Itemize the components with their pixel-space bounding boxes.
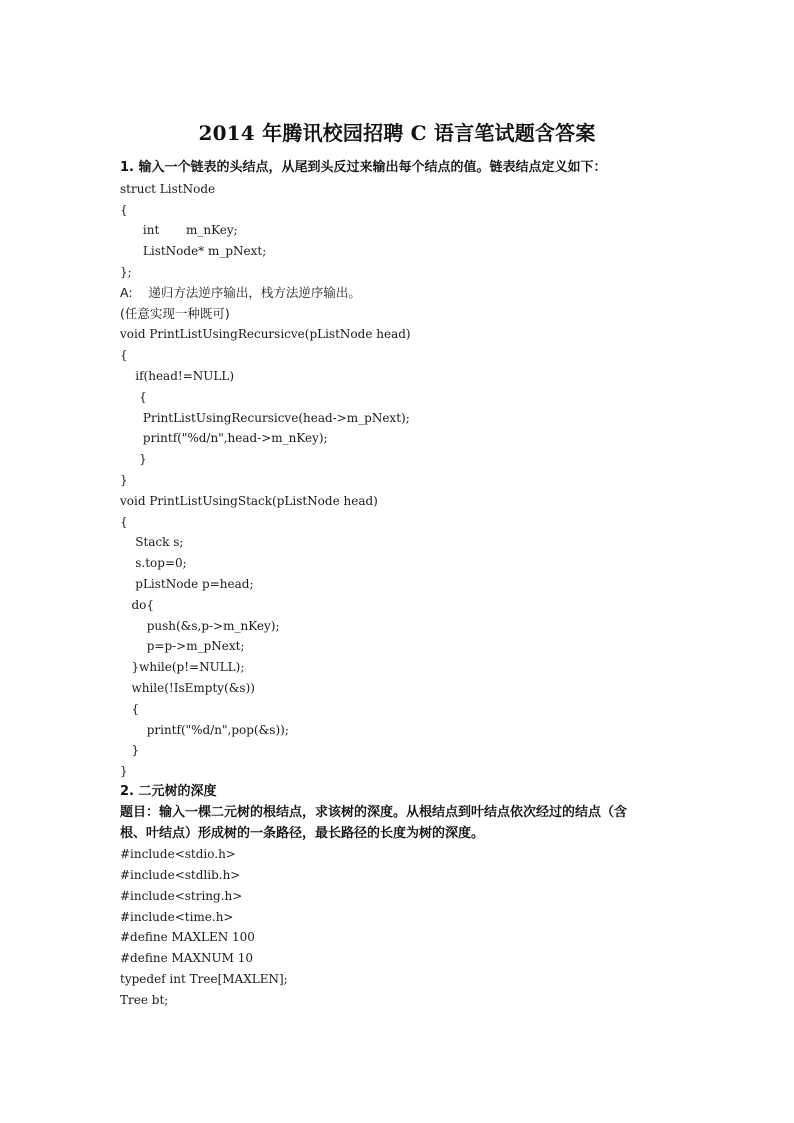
code-line: } [120, 764, 128, 779]
code-line: { [120, 348, 128, 363]
code-line: s.top=0; [120, 556, 187, 571]
answer-note: (任意实现一种既可) [120, 305, 230, 321]
document-body [120, 158, 680, 1011]
code-line: ListNode* m_pNext; [120, 244, 267, 259]
question-2-problem-line-1: 题目：输入一棵二元树的根结点，求该树的深度。从根结点到叶结点依次经过的结点（含 [120, 804, 628, 820]
question-1-code [120, 324, 680, 782]
question-2-heading: 2. 二元树的深度 [120, 783, 217, 799]
code-line: #include<stdlib.h> [120, 868, 241, 883]
code-line: }while(p!=NULL); [120, 660, 245, 675]
code-line: struct ListNode [120, 181, 216, 196]
code-line: push(&s,p->m_nKey); [120, 618, 280, 633]
code-line: int m_nKey; [120, 223, 238, 238]
code-line: #define MAXLEN 100 [120, 930, 255, 945]
code-line: printf("%d/n",pop(&s)); [120, 722, 289, 737]
code-line: #include<stdio.h> [120, 847, 236, 862]
code-line: typedef int Tree[MAXLEN]; [120, 972, 288, 987]
code-line: { [120, 202, 128, 217]
code-line: while(!IsEmpty(&s)) [120, 680, 255, 695]
question-1-heading: 1. 输入一个链表的头结点，从尾到头反过来输出每个结点的值。链表结点定义如下： [120, 160, 607, 175]
code-line: { [120, 701, 140, 716]
code-line: printf("%d/n",head->m_nKey); [120, 431, 328, 446]
code-line: { [120, 389, 147, 404]
code-line: #include<time.h> [120, 909, 234, 924]
answer-text: A: 递归方法逆序输出，栈方法逆序输出。 [120, 284, 361, 300]
struct-definition [120, 179, 680, 283]
code-line: } [120, 472, 128, 487]
code-line: p=p->m_pNext; [120, 639, 245, 654]
code-line: pListNode p=head; [120, 576, 254, 591]
code-line: PrintListUsingRecursicve(head->m_pNext); [120, 410, 410, 425]
code-line: } [120, 452, 147, 467]
page-title: 2014 年腾讯校园招聘 C 语言笔试题含答案 [198, 121, 596, 145]
code-line: if(head!=NULL) [120, 368, 234, 383]
code-line: }; [120, 264, 132, 279]
code-line: } [120, 743, 140, 758]
code-line: do{ [120, 597, 154, 612]
answer-block [120, 283, 680, 325]
code-line: void PrintListUsingRecursicve(pListNode head) [120, 327, 411, 342]
question-2-problem-line-2: 根、叶结点）形成树的一条路径，最长路径的长度为树的深度。 [120, 825, 485, 841]
code-line: Tree bt; [120, 992, 169, 1007]
question-2-code [120, 844, 680, 1010]
code-line: #include<string.h> [120, 888, 243, 903]
code-line: void PrintListUsingStack(pListNode head) [120, 493, 378, 508]
code-line: { [120, 514, 128, 529]
code-line: #define MAXNUM 10 [120, 951, 253, 966]
code-line: Stack s; [120, 535, 184, 550]
